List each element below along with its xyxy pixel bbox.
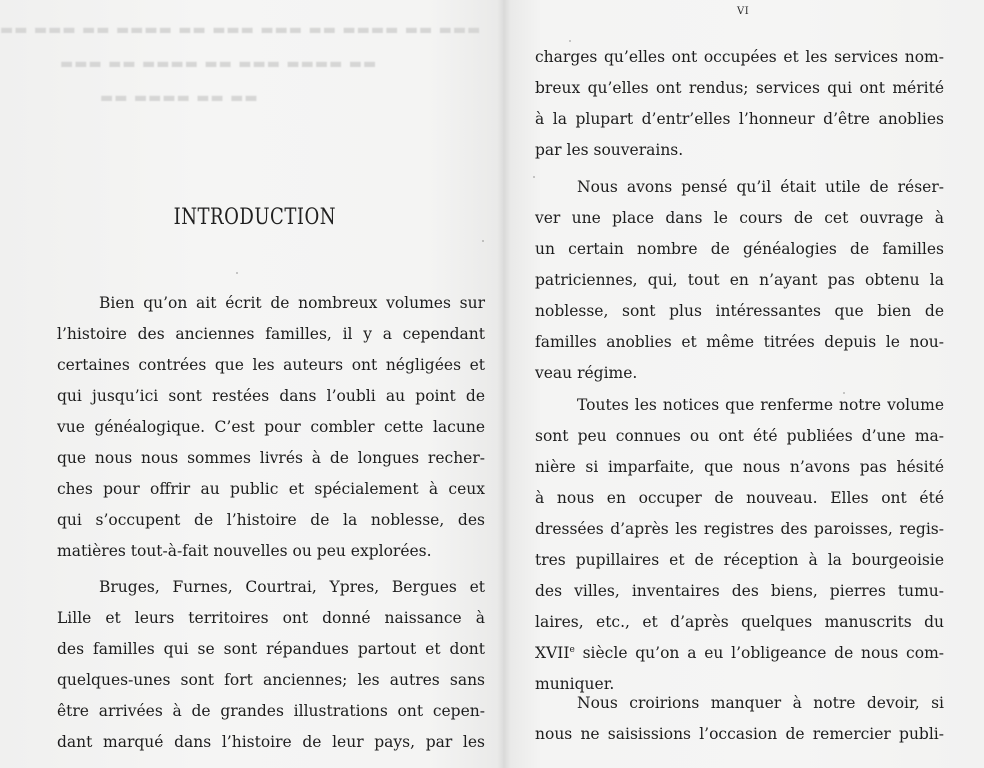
text-line: Bien qu’on ait écrit de nombreux volumes sur [99,294,485,312]
right-page [503,0,984,768]
text-line: qui s’occupent de l’histoire de la noblesse, des [57,511,485,529]
text-line: breux qu’elles ont rendus; services qui ont mérité [535,79,944,97]
paragraph [535,172,944,389]
text-line: Toutes les notices que renferme notre volume [577,396,944,414]
text-line: laires, etc., et d’après quelques manuscrits du [535,613,944,631]
text-line: ver une place dans le cours de cet ouvrage à [535,209,944,227]
page-number: VI [737,6,750,17]
paragraph [57,572,485,758]
text-line: des villes, inventaires des biens, pierres tumu- [535,582,944,600]
paper-speck [569,40,571,42]
text-line: ches pour offrir au public et spécialement à ceux [57,480,485,498]
text-fragment: siècle qu’on a eu l’obligeance de nous com- [574,644,944,662]
paper-speck [236,272,238,274]
paper-speck [482,240,484,242]
text-line: que nous nous sommes livrés à de longues recher- [57,449,485,467]
show-through-noise: ▬▬▬ ▬▬ ▬▬▬▬ ▬▬ ▬▬▬ ▬▬▬▬ ▬▬ [60,56,378,72]
text-line: qui jusqu’ici sont restées dans l’oubli au point de [57,387,485,405]
text-line [535,638,944,669]
text-line: Nous croirions manquer à notre devoir, si [577,694,944,712]
century-numeral: XVII [535,644,570,662]
paragraph [535,42,944,166]
text-line: des familles qui se sont répandues partout et dont [57,640,485,658]
text-line: dant marqué dans l’histoire de leur pays, par les [57,733,485,751]
text-line: patriciennes, qui, tout en n’ayant pas obtenu la [535,271,944,289]
show-through-noise: ▬▬ ▬▬▬ ▬▬ ▬▬▬▬ ▬▬ ▬▬▬ ▬▬▬ ▬▬ ▬▬▬▬ ▬▬ ▬▬▬ [0,22,482,38]
paragraph [57,288,485,567]
text-line: à nous en occuper de nouveau. Elles ont été [535,489,944,507]
superscript: e [569,644,575,655]
paper-speck [533,176,535,178]
text-line: veau régime. [535,364,638,382]
book-gutter [497,0,511,768]
text-line: matières tout-à-fait nouvelles ou peu explorées. [57,542,432,560]
paragraph [535,688,944,750]
text-line: par les souverains. [535,141,684,159]
text-line: charges qu’elles ont occupées et les services nom- [535,48,944,66]
text-line: tres pupillaires et de réception à la bourgeoisie [535,551,944,569]
text-line: certaines contrées que les auteurs ont négligées et [57,356,485,374]
text-line: sont peu connues ou ont été publiées d’une ma- [535,427,944,445]
text-line: Bruges, Furnes, Courtrai, Ypres, Bergues et [99,578,485,596]
paper-speck [843,392,845,394]
text-line: muniquer. [535,675,615,693]
text-line: quelques-unes sont fort anciennes; les autres sans [57,671,485,689]
text-line: dressées d’après les registres des paroisses, regis- [535,520,944,538]
text-line: nous ne saisissions l’occasion de remercier publi- [535,725,944,743]
page-title: INTRODUCTION [173,205,337,230]
text-line: nière si imparfaite, que nous n’avons pas hésité [535,458,944,476]
text-line: être arrivées à de grandes illustrations ont cepen- [57,702,485,720]
text-line: vue généalogique. C’est pour combler cette lacune [57,418,485,436]
text-line: noblesse, sont plus intéressantes que bien de [535,302,944,320]
text-line: familles anoblies et même titrées depuis le nou- [535,333,944,351]
text-line: un certain nombre de généalogies de familles [535,240,944,258]
text-line: l’histoire des anciennes familles, il y a cependant [57,325,485,343]
show-through-noise: ▬▬ ▬▬▬▬ ▬▬ ▬▬ [100,90,259,106]
paragraph [535,390,944,700]
text-line: Lille et leurs territoires ont donné naissance à [57,609,485,627]
text-line: Nous avons pensé qu’il était utile de réser- [577,178,944,196]
text-line: à la plupart d’entr’elles l’honneur d’être anoblies [535,110,944,128]
